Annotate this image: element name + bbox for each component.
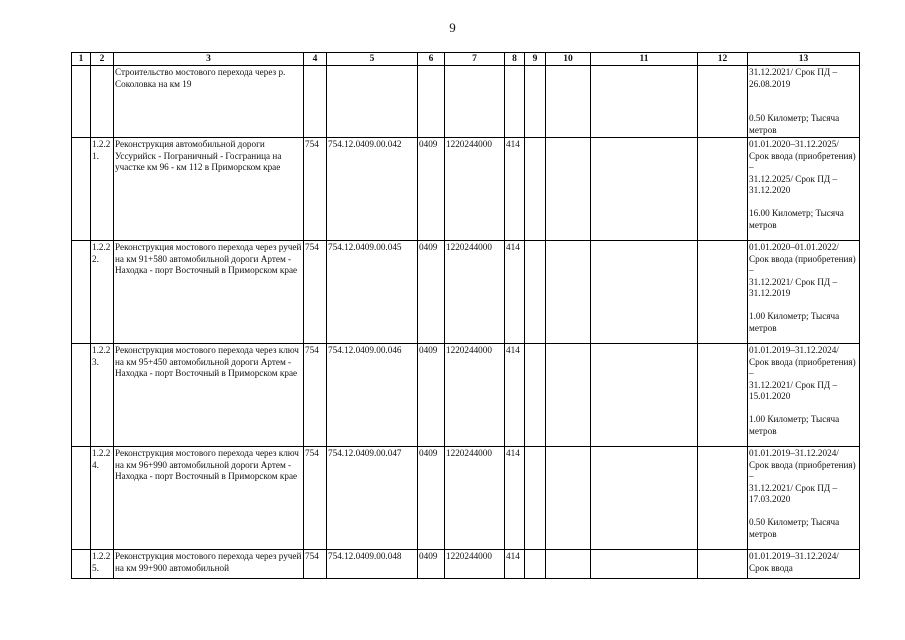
cell-col9 [525, 344, 546, 447]
cell-object-name: Строительство мостового перехода через р. Соколовка на км 19 [114, 66, 304, 138]
page-number: 9 [449, 20, 456, 35]
cell-col11 [591, 138, 698, 241]
cell-dates-capacity: 01.01.2019–31.12.2024/ Срок ввода (приобретения) – 31.12.2021/ Срок ПД – 15.01.2020 1.00 Километр; Тысяча метров [748, 344, 860, 447]
column-header: 4 [304, 53, 327, 66]
cell-col4: 754 [304, 550, 327, 579]
column-header: 3 [114, 53, 304, 66]
cell-item-number: 1.2.2 2. [91, 241, 114, 344]
cell-col12 [698, 447, 748, 550]
cell-dates-capacity: 31.12.2021/ Срок ПД – 26.08.2019 0.50 Километр; Тысяча метров [748, 66, 860, 138]
table-row [72, 66, 860, 138]
cell-expense-type: 414 [505, 138, 525, 241]
column-header: 8 [505, 53, 525, 66]
cell-col10 [546, 550, 591, 579]
cell-col4: 754 [304, 344, 327, 447]
cell-col9 [525, 241, 546, 344]
column-header: 2 [91, 53, 114, 66]
cell-dates-capacity: 01.01.2020–01.01.2022/ Срок ввода (приобретения) – 31.12.2021/ Срок ПД – 31.12.2019 1.00 Километр; Тысяча метров [748, 241, 860, 344]
cell-dates-capacity: 01.01.2019–31.12.2024/ Срок ввода (приобретения) – 31.12.2021/ Срок ПД – 17.03.2020 0.50 Километр; Тысяча метров [748, 447, 860, 550]
cell-item-number: 1.2.2 3. [91, 344, 114, 447]
cell-col9 [525, 550, 546, 579]
cell-col12 [698, 138, 748, 241]
cell-col4: 754 [304, 241, 327, 344]
cell-object-name: Реконструкция автомобильной дороги Уссурийск - Пограничный - Госграница на участке км 96 - км 112 в Приморском крае [114, 138, 304, 241]
cell-col11 [591, 550, 698, 579]
cell-expense-type: 414 [505, 344, 525, 447]
cell-col1 [72, 241, 91, 344]
cell-expense-type: 414 [505, 550, 525, 579]
cell-col12 [698, 66, 748, 138]
cell-code: 754.12.0409.00.047 [327, 447, 418, 550]
cell-col10 [546, 344, 591, 447]
cell-target-article: 1220244000 [445, 344, 505, 447]
cell-col12 [698, 344, 748, 447]
cell-col1 [72, 344, 91, 447]
cell-section: 0409 [418, 241, 445, 344]
cell-item-number: 1.2.2 4. [91, 447, 114, 550]
cell-dates-capacity: 01.01.2020–31.12.2025/ Срок ввода (приобретения) – 31.12.2025/ Срок ПД – 31.12.2020 16.00 Километр; Тысяча метров [748, 138, 860, 241]
cell-object-name: Реконструкция мостового перехода через ключ на км 95+450 автомобильной дороги Артем - Находка - порт Восточный в Приморском крае [114, 344, 304, 447]
cell-section [418, 66, 445, 138]
column-header: 12 [698, 53, 748, 66]
cell-col1 [72, 66, 91, 138]
table-row [72, 447, 860, 550]
column-header: 10 [546, 53, 591, 66]
cell-col10 [546, 241, 591, 344]
column-header: 7 [445, 53, 505, 66]
column-header: 9 [525, 53, 546, 66]
cell-col4: 754 [304, 138, 327, 241]
cell-col11 [591, 447, 698, 550]
cell-target-article: 1220244000 [445, 447, 505, 550]
cell-code [327, 66, 418, 138]
table-row [72, 344, 860, 447]
cell-dates-capacity: 01.01.2019–31.12.2024/ Срок ввода [748, 550, 860, 579]
cell-col4: 754 [304, 447, 327, 550]
cell-col10 [546, 447, 591, 550]
cell-col11 [591, 344, 698, 447]
cell-expense-type: 414 [505, 241, 525, 344]
cell-col9 [525, 447, 546, 550]
cell-col12 [698, 550, 748, 579]
cell-col11 [591, 241, 698, 344]
cell-section: 0409 [418, 138, 445, 241]
column-header: 13 [748, 53, 860, 66]
column-header: 5 [327, 53, 418, 66]
cell-item-number [91, 66, 114, 138]
cell-col12 [698, 241, 748, 344]
column-header: 6 [418, 53, 445, 66]
table-header-row [72, 53, 860, 66]
cell-item-number: 1.2.2 5. [91, 550, 114, 579]
cell-item-number: 1.2.2 1. [91, 138, 114, 241]
objects-table [71, 52, 860, 579]
table-row [72, 550, 860, 579]
cell-target-article [445, 66, 505, 138]
cell-col1 [72, 138, 91, 241]
column-header: 1 [72, 53, 91, 66]
cell-col11 [591, 66, 698, 138]
cell-object-name: Реконструкция мостового перехода через ручей на км 91+580 автомобильной дороги Артем - Находка - порт Восточный в Приморском крае [114, 241, 304, 344]
cell-code: 754.12.0409.00.042 [327, 138, 418, 241]
cell-col9 [525, 66, 546, 138]
cell-target-article: 1220244000 [445, 138, 505, 241]
cell-expense-type [505, 66, 525, 138]
cell-section: 0409 [418, 344, 445, 447]
table-row [72, 138, 860, 241]
cell-section: 0409 [418, 447, 445, 550]
cell-expense-type: 414 [505, 447, 525, 550]
cell-col10 [546, 66, 591, 138]
cell-col9 [525, 138, 546, 241]
cell-object-name: Реконструкция мостового перехода через ручей на км 99+900 автомобильной [114, 550, 304, 579]
cell-col10 [546, 138, 591, 241]
cell-section: 0409 [418, 550, 445, 579]
cell-target-article: 1220244000 [445, 550, 505, 579]
cell-code: 754.12.0409.00.046 [327, 344, 418, 447]
cell-target-article: 1220244000 [445, 241, 505, 344]
cell-col1 [72, 550, 91, 579]
cell-code: 754.12.0409.00.045 [327, 241, 418, 344]
table-row [72, 241, 860, 344]
cell-code: 754.12.0409.00.048 [327, 550, 418, 579]
cell-col1 [72, 447, 91, 550]
column-header: 11 [591, 53, 698, 66]
cell-object-name: Реконструкция мостового перехода через ключ на км 96+990 автомобильной дороги Артем - Находка - порт Восточный в Приморском крае [114, 447, 304, 550]
cell-col4 [304, 66, 327, 138]
